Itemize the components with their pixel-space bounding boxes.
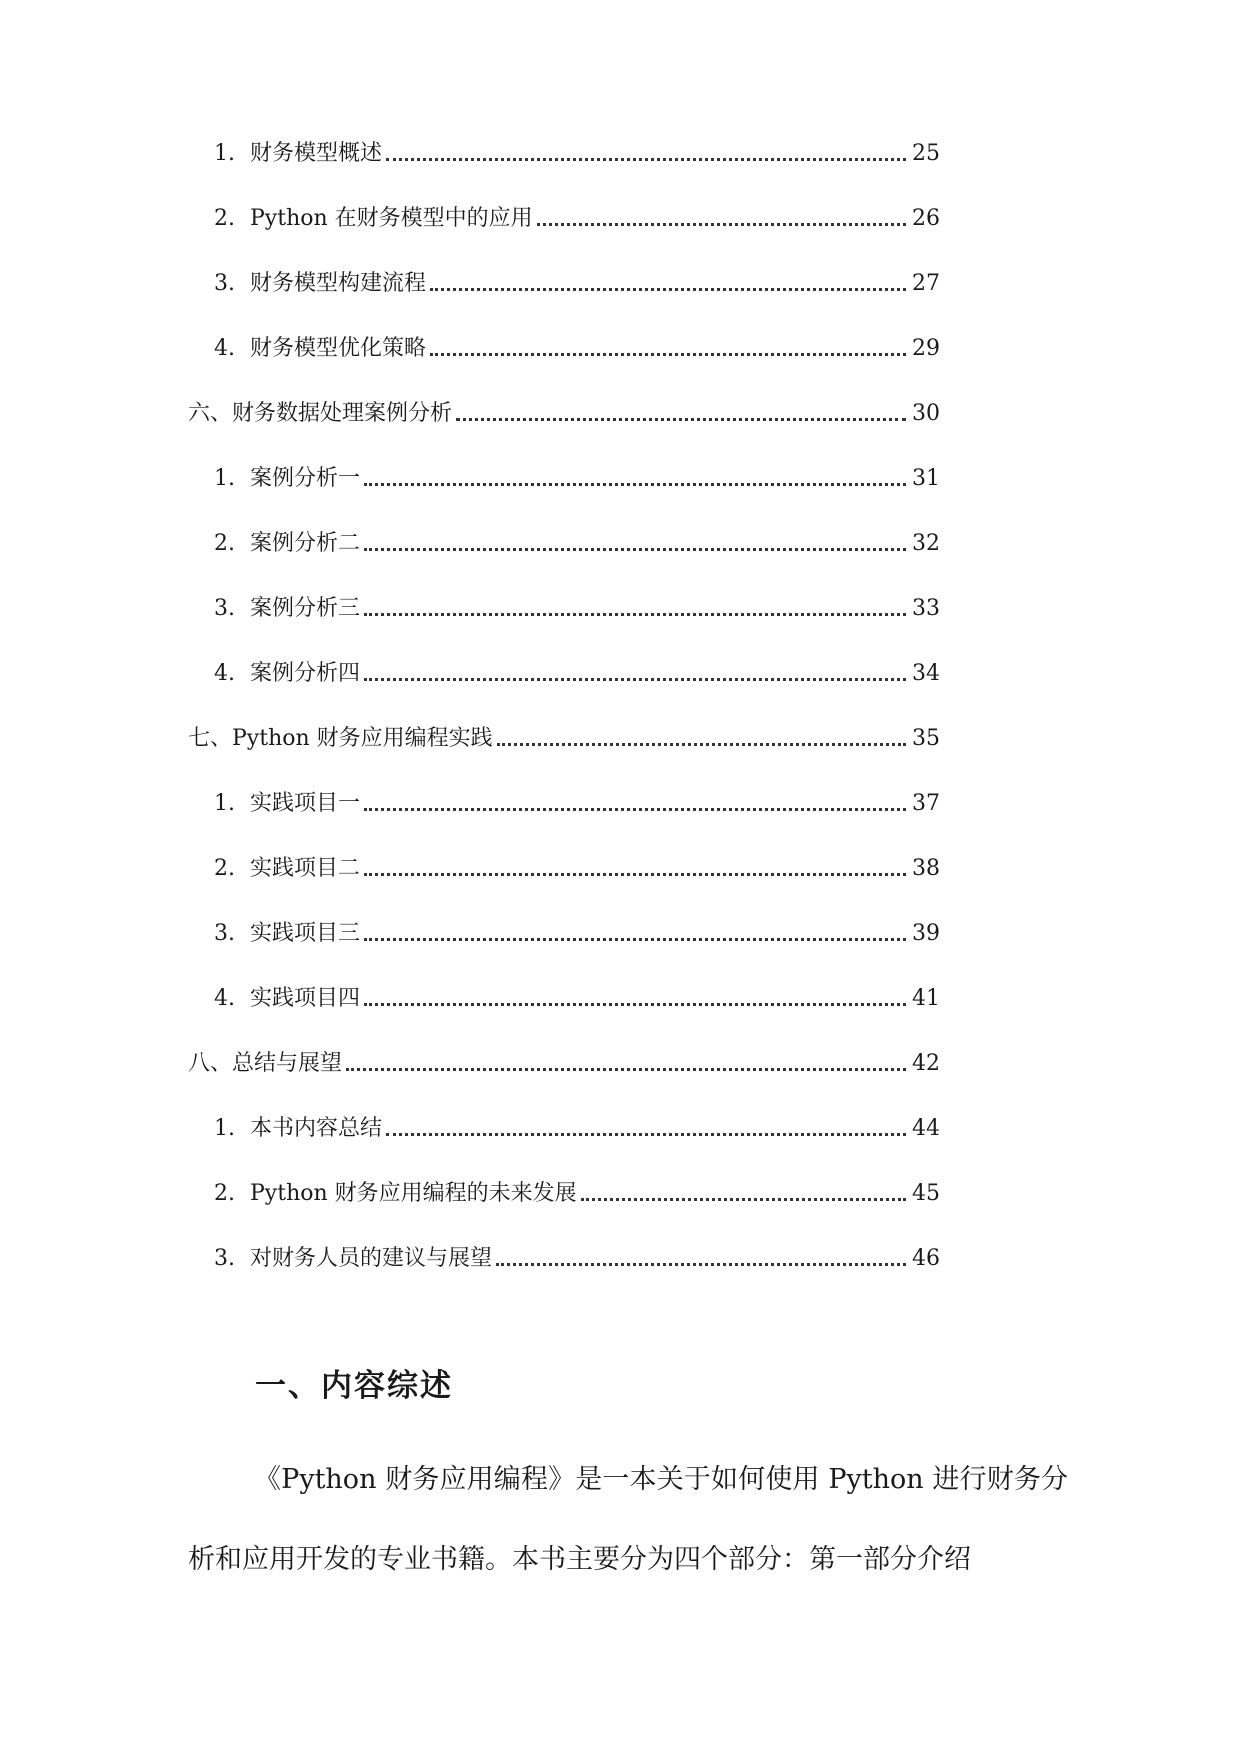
- toc-entry-title: [214, 1180, 581, 1208]
- toc-entry-number: 3.: [214, 1246, 235, 1271]
- toc-entry[interactable]: [188, 855, 948, 920]
- section-heading: 一、内容综述: [255, 1368, 453, 1404]
- toc-page-number: 46: [912, 1246, 940, 1271]
- toc-entry[interactable]: [188, 400, 948, 465]
- toc-page-number: 37: [912, 791, 940, 816]
- toc-entry-label: 实践项目三: [250, 921, 361, 946]
- toc-entry-number: 4.: [214, 661, 235, 686]
- toc-entry-number: 1.: [214, 1116, 235, 1141]
- toc-entry-title: [188, 400, 456, 428]
- toc-entry-number: 4.: [214, 336, 235, 361]
- toc-entry[interactable]: [188, 140, 948, 205]
- toc-entry-title: [214, 1115, 386, 1143]
- toc-entry[interactable]: [188, 335, 948, 400]
- toc-entry-title: [214, 140, 386, 168]
- toc-entry-number: 3.: [214, 596, 235, 621]
- toc-entry-number: 3.: [214, 271, 235, 296]
- toc-entry-label: 八、总结与展望: [188, 1051, 343, 1076]
- toc-leader-dots: [456, 400, 906, 421]
- toc-page-number: 44: [912, 1116, 940, 1141]
- toc-page-number: 32: [912, 531, 940, 556]
- toc-entry[interactable]: [188, 465, 948, 530]
- toc-leader-dots: [430, 335, 906, 356]
- toc-page-number: 33: [912, 596, 940, 621]
- toc-entry[interactable]: [188, 920, 948, 985]
- toc-entry-title: [214, 985, 364, 1013]
- toc-entry-label: 案例分析三: [250, 596, 361, 621]
- toc-page-number: 27: [912, 271, 940, 296]
- toc-page-number: 39: [912, 921, 940, 946]
- toc-page-number: 41: [912, 986, 940, 1011]
- toc-entry-number: 2.: [214, 531, 235, 556]
- toc-entry-title: [214, 595, 364, 623]
- toc-leader-dots: [581, 1180, 906, 1201]
- toc-leader-dots: [364, 465, 906, 486]
- toc-entry-label: 六、财务数据处理案例分析: [188, 401, 453, 426]
- toc-entry-label: 案例分析一: [250, 466, 361, 491]
- toc-entry-title: [214, 1245, 496, 1273]
- toc-leader-dots: [364, 660, 906, 681]
- toc-entry-title: [214, 270, 430, 298]
- toc-leader-dots: [346, 1050, 906, 1071]
- toc-entry[interactable]: [188, 660, 948, 725]
- toc-entry-title: [214, 205, 537, 233]
- toc-entry-title: [214, 335, 430, 363]
- toc-entry-title: [214, 465, 364, 493]
- toc-entry[interactable]: [188, 725, 948, 790]
- toc-leader-dots: [386, 1115, 906, 1136]
- toc-entry[interactable]: [188, 985, 948, 1050]
- toc-entry-label: 案例分析二: [250, 531, 361, 556]
- toc-page-number: 45: [912, 1181, 940, 1206]
- toc-entry-label: 财务模型构建流程: [250, 271, 427, 296]
- toc-entry-number: 1.: [214, 791, 235, 816]
- toc-entry-label: 七、Python 财务应用编程实践: [188, 726, 493, 751]
- toc-entry[interactable]: [188, 1180, 948, 1245]
- toc-entry-number: 1.: [214, 466, 235, 491]
- toc-page-number: 35: [912, 726, 940, 751]
- toc-page-number: 31: [912, 466, 940, 491]
- toc-leader-dots: [364, 790, 906, 811]
- toc-entry-title: [214, 530, 364, 558]
- toc-leader-dots: [364, 985, 906, 1006]
- toc-page-number: 25: [912, 141, 940, 166]
- table-of-contents: [188, 140, 948, 1310]
- toc-entry-label: Python 财务应用编程的未来发展: [250, 1181, 577, 1206]
- toc-leader-dots: [430, 270, 906, 291]
- toc-leader-dots: [497, 725, 906, 746]
- toc-page-number: 34: [912, 661, 940, 686]
- toc-leader-dots: [364, 595, 906, 616]
- toc-entry-title: [214, 790, 364, 818]
- toc-entry-number: 4.: [214, 986, 235, 1011]
- toc-page-number: 30: [912, 401, 940, 426]
- toc-entry-number: 2.: [214, 856, 235, 881]
- toc-entry[interactable]: [188, 1050, 948, 1115]
- toc-entry-title: [214, 920, 364, 948]
- toc-entry-number: 2.: [214, 206, 235, 231]
- toc-entry-number: 2.: [214, 1181, 235, 1206]
- toc-leader-dots: [386, 140, 906, 161]
- toc-entry[interactable]: [188, 1245, 948, 1310]
- toc-entry[interactable]: [188, 1115, 948, 1180]
- toc-entry[interactable]: [188, 595, 948, 660]
- toc-entry-label: 财务模型概述: [250, 141, 383, 166]
- toc-leader-dots: [537, 205, 906, 226]
- toc-page-number: 38: [912, 856, 940, 881]
- toc-entry[interactable]: [188, 270, 948, 335]
- toc-entry-label: 实践项目二: [250, 856, 361, 881]
- toc-entry-title: [214, 855, 364, 883]
- toc-entry-label: 对财务人员的建议与展望: [250, 1246, 493, 1271]
- toc-leader-dots: [496, 1245, 906, 1266]
- toc-entry[interactable]: [188, 205, 948, 270]
- toc-leader-dots: [364, 530, 906, 551]
- toc-leader-dots: [364, 855, 906, 876]
- toc-entry-label: 本书内容总结: [250, 1116, 383, 1141]
- toc-entry-label: 财务模型优化策略: [250, 336, 427, 361]
- toc-entry-title: [214, 660, 364, 688]
- toc-entry-label: 案例分析四: [250, 661, 361, 686]
- toc-entry[interactable]: [188, 790, 948, 855]
- toc-entry-number: 1.: [214, 141, 235, 166]
- toc-entry-title: [188, 725, 497, 753]
- toc-entry[interactable]: [188, 530, 948, 595]
- toc-entry-label: Python 在财务模型中的应用: [250, 206, 533, 231]
- toc-page-number: 29: [912, 336, 940, 361]
- toc-entry-title: [188, 1050, 346, 1078]
- toc-entry-label: 实践项目一: [250, 791, 361, 816]
- toc-entry-label: 实践项目四: [250, 986, 361, 1011]
- toc-entry-number: 3.: [214, 921, 235, 946]
- toc-page-number: 42: [912, 1051, 940, 1076]
- body-paragraph: 《Python 财务应用编程》是一本关于如何使用 Python 进行财务分析和应用开发的专业书籍。本书主要分为四个部分：第一部分介绍: [188, 1464, 1068, 1575]
- toc-page-number: 26: [912, 206, 940, 231]
- toc-leader-dots: [364, 920, 906, 941]
